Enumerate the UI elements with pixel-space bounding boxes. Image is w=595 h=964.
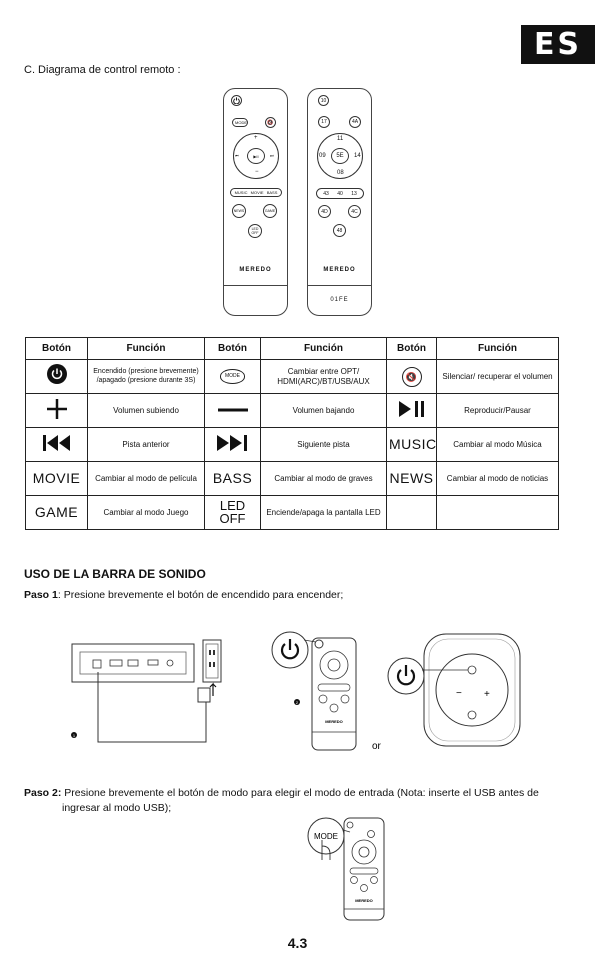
remote-separator bbox=[308, 285, 371, 286]
key-17: 17 bbox=[318, 116, 330, 128]
led-off-label: LED OFF bbox=[205, 496, 261, 530]
function-cell: Cambiar al modo de película bbox=[88, 462, 205, 496]
remote-brand: MEREDO bbox=[239, 267, 272, 273]
table-row bbox=[26, 496, 559, 530]
key-48: 48 bbox=[333, 224, 346, 237]
remote-brand: MEREDO bbox=[325, 719, 343, 724]
remote-diagram-left bbox=[223, 88, 288, 316]
key-4a: 4A bbox=[349, 116, 361, 128]
function-cell: Pista anterior bbox=[88, 428, 205, 462]
header-funcion: Función bbox=[88, 338, 205, 360]
language-badge: ES bbox=[521, 25, 595, 64]
game-label: GAME bbox=[26, 496, 88, 530]
page-number: 4.3 bbox=[287, 935, 308, 951]
step-2-label: Paso 2: bbox=[24, 787, 62, 799]
movie-label: MOVIE bbox=[26, 462, 88, 496]
table-row bbox=[26, 462, 559, 496]
news-label: NEWS bbox=[387, 462, 437, 496]
previous-icon bbox=[26, 428, 88, 462]
play-pause-icon bbox=[387, 394, 437, 428]
code-dial-diagram: 11 09 14 08 5E bbox=[317, 133, 363, 179]
mute-icon: 🔇 bbox=[265, 117, 276, 128]
mode-magnified-label: MODE bbox=[314, 832, 338, 841]
music-label: MUSIC bbox=[387, 428, 437, 462]
header-funcion: Función bbox=[437, 338, 559, 360]
minus-icon bbox=[205, 394, 261, 428]
function-cell: Volumen subiendo bbox=[88, 394, 205, 428]
function-cell: Cambiar al modo Juego bbox=[88, 496, 205, 530]
step-2-text bbox=[24, 786, 572, 816]
power-icon bbox=[26, 360, 88, 394]
music-movie-bass-row: MUSIC MOVIE BASS bbox=[230, 188, 282, 197]
step-1-illustration bbox=[60, 622, 530, 757]
function-cell: Cambiar al modo Música bbox=[437, 428, 559, 462]
empty-cell bbox=[387, 496, 437, 530]
key-10: 10 bbox=[318, 95, 329, 106]
section-title: C. Diagrama de control remoto : bbox=[24, 64, 181, 76]
remote-separator bbox=[224, 285, 287, 286]
mode-icon: MODE bbox=[205, 360, 261, 394]
step-2-body-cont: ingresar al modo USB); bbox=[62, 802, 172, 815]
table-header-row bbox=[26, 338, 559, 360]
function-cell: Enciende/apaga la pantalla LED bbox=[261, 496, 387, 530]
key-row-43-40-13: 43 40 13 bbox=[316, 188, 364, 199]
remote-diagram-right bbox=[307, 88, 372, 316]
header-funcion: Función bbox=[261, 338, 387, 360]
table-row bbox=[26, 360, 559, 394]
mode-button-diagram: MODE bbox=[232, 118, 248, 127]
empty-cell bbox=[437, 496, 559, 530]
mute-icon: 🔇 bbox=[387, 360, 437, 394]
step-2-body: Presione brevemente el botón de modo para elegir el modo de entrada (Nota: inserte el USB antes de bbox=[61, 787, 539, 799]
or-label: or bbox=[372, 741, 381, 752]
table-row bbox=[26, 394, 559, 428]
header-boton: Botón bbox=[26, 338, 88, 360]
step-1-marker-one: 1 bbox=[72, 733, 76, 738]
bass-label: BASS bbox=[205, 462, 261, 496]
step-1-body: : Presione brevemente el botón de encendido para encender; bbox=[57, 589, 344, 601]
function-cell: Siguiente pista bbox=[261, 428, 387, 462]
function-cell: Encendido (presione brevemente) /apagado (presione durante 3S) bbox=[88, 360, 205, 394]
remote-brand: MEREDO bbox=[323, 267, 356, 273]
remote-brand: MEREDO bbox=[355, 898, 373, 903]
svg-text:−: − bbox=[456, 688, 462, 699]
function-cell: Silenciar/ recuperar el volumen bbox=[437, 360, 559, 394]
step-1-text bbox=[24, 588, 343, 603]
control-dial-diagram: + − ⏮ ⏭ ▶II bbox=[233, 133, 279, 179]
usage-title: USO DE LA BARRA DE SONIDO bbox=[24, 567, 206, 581]
key-4d: 4D bbox=[318, 205, 331, 218]
plus-icon bbox=[26, 394, 88, 428]
key-4c: 4C bbox=[348, 205, 361, 218]
function-cell: Volumen bajando bbox=[261, 394, 387, 428]
game-button-diagram: GAME bbox=[263, 204, 277, 218]
svg-text:+: + bbox=[484, 689, 490, 700]
next-icon bbox=[205, 428, 261, 462]
button-function-table bbox=[25, 337, 559, 530]
function-cell: Reproducir/Pausar bbox=[437, 394, 559, 428]
header-boton: Botón bbox=[205, 338, 261, 360]
led-off-button-diagram: LED OFF bbox=[248, 224, 262, 238]
table-row bbox=[26, 428, 559, 462]
function-cell: Cambiar entre OPT/ HDMI(ARC)/BT/USB/AUX bbox=[261, 360, 387, 394]
step-1-marker-two: 2 bbox=[295, 700, 299, 705]
news-button-diagram: NEWS bbox=[232, 204, 246, 218]
remote-code: 01FE bbox=[330, 297, 349, 303]
step-2-illustration bbox=[300, 816, 390, 924]
step-1-label: Paso 1 bbox=[24, 589, 58, 601]
function-cell: Cambiar al modo de noticias bbox=[437, 462, 559, 496]
function-cell: Cambiar al modo de graves bbox=[261, 462, 387, 496]
power-icon bbox=[231, 95, 242, 106]
header-boton: Botón bbox=[387, 338, 437, 360]
